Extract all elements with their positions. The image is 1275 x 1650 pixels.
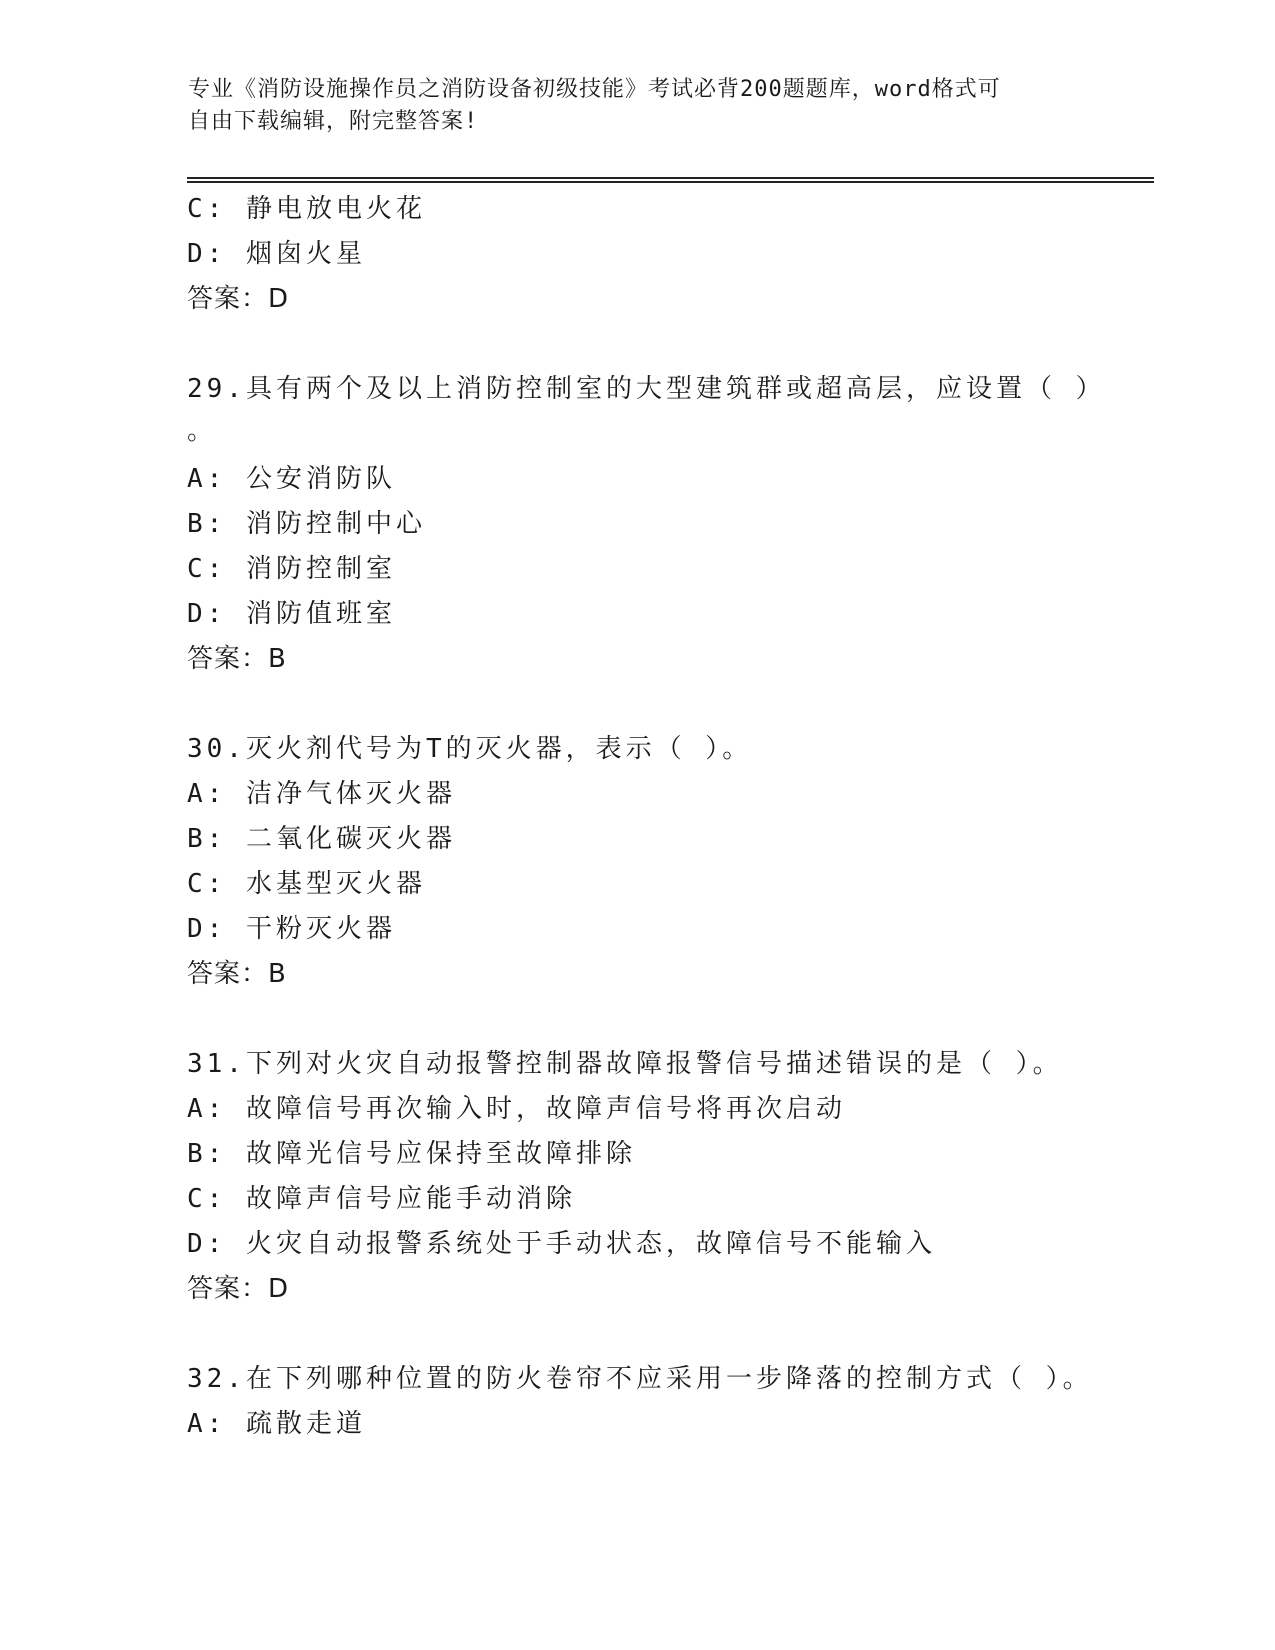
q31-stem: 31.下列对火灾自动报警控制器故障报警信号描述错误的是（ ）。 [187, 1049, 1063, 1079]
q30-answer: 答案：B [187, 959, 287, 989]
q31-option-c: C: 故障声信号应能手动消除 [187, 1184, 576, 1214]
header-divider-top [187, 177, 1154, 179]
header-title-line-2: 自由下载编辑，附完整答案! [188, 109, 479, 134]
document-header [188, 74, 1088, 138]
q29-stem: 29.具有两个及以上消防控制室的大型建筑群或超高层，应设置（ ） [187, 374, 1106, 404]
q31-option-b: B: 故障光信号应保持至故障排除 [187, 1139, 636, 1169]
prev-answer: 答案：D [187, 284, 290, 314]
q32-stem: 32.在下列哪种位置的防火卷帘不应采用一步降落的控制方式（ ）。 [187, 1364, 1093, 1394]
header-divider-bottom [187, 181, 1154, 183]
q30-option-d: D: 干粉灭火器 [187, 914, 396, 944]
q31-answer: 答案：D [187, 1274, 290, 1304]
q31-option-d: D: 火灾自动报警系统处于手动状态，故障信号不能输入 [187, 1229, 936, 1259]
q31-option-a: A: 故障信号再次输入时，故障声信号将再次启动 [187, 1094, 846, 1124]
q29-option-b: B: 消防控制中心 [187, 509, 426, 539]
q29-stem-continuation: 。 [187, 416, 218, 446]
q30-option-b: B: 二氧化碳灭火器 [187, 824, 456, 854]
prev-option-d: D: 烟囱火星 [187, 239, 366, 269]
q29-answer: 答案：B [187, 644, 287, 674]
header-title-line-1: 专业《消防设施操作员之消防设备初级技能》考试必背200题题库，word格式可 [188, 77, 1001, 102]
prev-option-c: C: 静电放电火花 [187, 194, 426, 224]
q30-stem: 30.灭火剂代号为T的灭火器，表示（ ）。 [187, 734, 753, 764]
q30-option-c: C: 水基型灭火器 [187, 869, 426, 899]
q30-option-a: A: 洁净气体灭火器 [187, 779, 456, 809]
q29-option-d: D: 消防值班室 [187, 599, 396, 629]
q29-option-c: C: 消防控制室 [187, 554, 396, 584]
q29-option-a: A: 公安消防队 [187, 464, 396, 494]
q32-option-a: A: 疏散走道 [187, 1409, 366, 1439]
